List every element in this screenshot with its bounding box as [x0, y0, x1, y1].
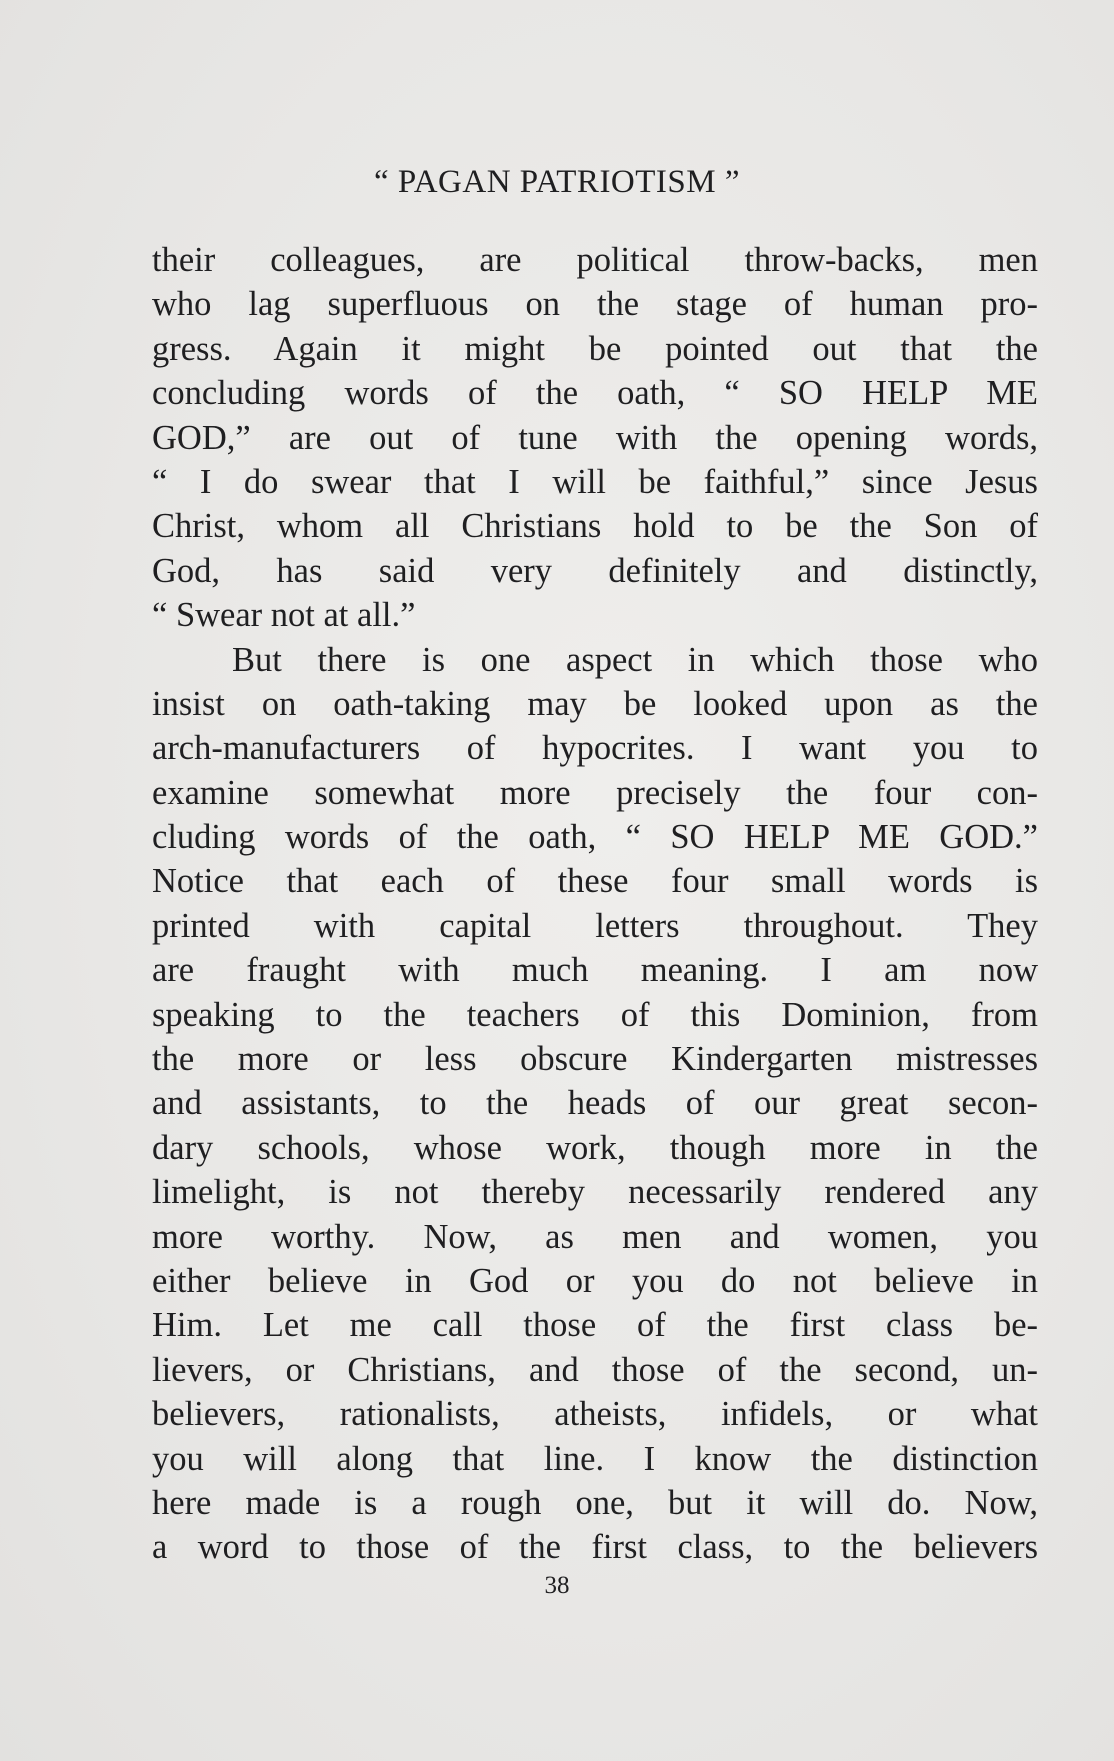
text-line: their colleagues, are political throw-backs, men — [152, 241, 1038, 279]
text-line: who lag superfluous on the stage of human pro- — [152, 285, 1038, 324]
text-line: limelight, is not thereby necessarily rendered any — [152, 1173, 1038, 1212]
text-line: either believe in God or you do not believe in — [152, 1261, 1038, 1300]
text-line: concluding words of the oath, “ SO HELP ME — [152, 374, 1038, 413]
text-line: believers, rationalists, atheists, infidels, or what — [152, 1395, 1038, 1434]
text-line: dary schools, whose work, though more in the — [152, 1128, 1038, 1167]
text-line: Notice that each of these four small words is — [152, 862, 1038, 901]
text-line: and assistants, to the heads of our great secon- — [152, 1084, 1038, 1123]
text-line: cluding words of the oath, “ SO HELP ME GOD.” — [152, 818, 1038, 857]
text-line: gress. Again it might be pointed out that the — [152, 329, 1038, 368]
page-number: 38 — [544, 1572, 570, 1599]
text-line: insist on oath-taking may be looked upon as the — [152, 684, 1038, 723]
text-line: you will along that line. I know the distinction — [152, 1439, 1038, 1478]
text-line: But there is one aspect in which those who — [232, 640, 1038, 679]
text-line: GOD,” are out of tune with the opening words, — [152, 418, 1038, 457]
body-text — [152, 238, 1038, 1570]
text-line: Christ, whom all Christians hold to be the Son of — [152, 507, 1038, 546]
text-line: lievers, or Christians, and those of the second, un- — [152, 1350, 1038, 1389]
running-head: “ PAGAN PATRIOTISM ” — [373, 164, 741, 200]
text-line: a word to those of the first class, to the believers — [152, 1528, 1038, 1567]
text-line: “ Swear not at all.” — [152, 596, 416, 635]
paragraph-2 — [152, 638, 1038, 1570]
text-line: the more or less obscure Kindergarten mistresses — [152, 1040, 1038, 1079]
text-line: speaking to the teachers of this Dominion, from — [152, 995, 1038, 1034]
text-line: printed with capital letters throughout. They — [152, 906, 1038, 945]
text-line: arch-manufacturers of hypocrites. I want you to — [152, 729, 1038, 768]
text-line: “ I do swear that I will be faithful,” since Jesus — [152, 462, 1038, 501]
paragraph-1 — [152, 238, 1038, 638]
text-line: here made is a rough one, but it will do. Now, — [152, 1483, 1038, 1522]
text-line: Him. Let me call those of the first class be- — [152, 1306, 1038, 1345]
text-line: God, has said very definitely and distinctly, — [152, 551, 1038, 590]
text-line: examine somewhat more precisely the four con- — [152, 773, 1038, 812]
text-line: more worthy. Now, as men and women, you — [152, 1217, 1038, 1256]
text-line: are fraught with much meaning. I am now — [152, 951, 1038, 990]
